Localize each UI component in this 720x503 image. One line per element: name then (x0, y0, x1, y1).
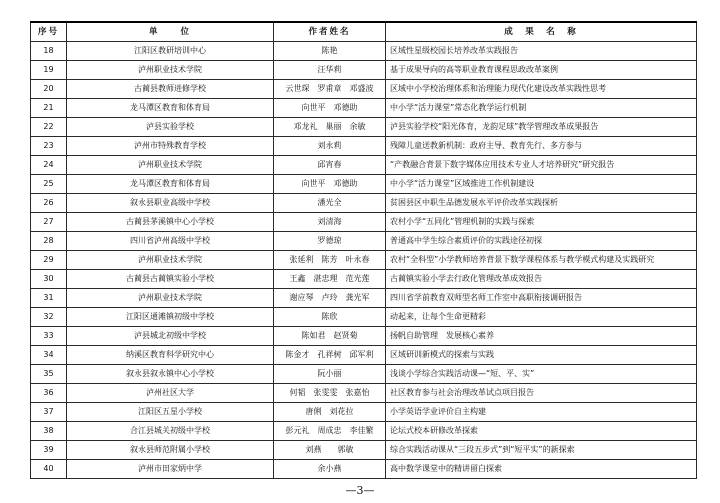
table-row (31, 61, 697, 80)
row-num-cell: 27 (31, 213, 67, 232)
row-unit-cell: 泸州职业技术学院 (67, 251, 274, 270)
row-unit-cell: 江阳区教研培训中心 (67, 42, 274, 61)
table-row (31, 118, 697, 137)
row-author-cell: 向世平 邓德助 (274, 175, 386, 194)
row-title-cell: 区域性星级校园长培养改革实践报告 (386, 42, 697, 61)
table-row (31, 289, 697, 308)
row-title-cell: 社区教育参与社会治理改革试点项目报告 (386, 384, 697, 403)
row-author-cell: 余小燕 (274, 460, 386, 479)
row-unit-cell: 古蔺县茅溪镇中心小学校 (67, 213, 274, 232)
row-title-cell: 动起来，让每个生命更精彩 (386, 308, 697, 327)
row-title-cell: 农村“全科型”小学教师培养背景下数学课程体系与教学模式构建及实践研究 (386, 251, 697, 270)
row-title-cell: 残障儿童送教新机制：政府主导、教育先行、多方参与 (386, 137, 697, 156)
row-unit-cell: 泸州职业技术学院 (67, 289, 274, 308)
row-unit-cell: 叙永县职业高级中学校 (67, 194, 274, 213)
row-num-cell: 35 (31, 365, 67, 384)
row-unit-cell: 纳溪区教育科学研究中心 (67, 346, 274, 365)
row-title-cell: 泸县实验学校“阳光体育，龙韵足球”教学管理改革成果报告 (386, 118, 697, 137)
row-num-cell: 34 (31, 346, 67, 365)
row-num-cell: 36 (31, 384, 67, 403)
row-num-cell: 30 (31, 270, 67, 289)
row-unit-cell: 古蔺县教师进修学校 (67, 80, 274, 99)
row-num-cell: 31 (31, 289, 67, 308)
table-row (31, 175, 697, 194)
row-author-cell: 汪华莉 (274, 61, 386, 80)
table-row (31, 156, 697, 175)
table-row (31, 365, 697, 384)
row-title-cell: 贫困县区中职生品德发展水平评价改革实践探析 (386, 194, 697, 213)
row-unit-cell: 泸州职业技术学院 (67, 61, 274, 80)
row-author-cell: 邱宵春 (274, 156, 386, 175)
row-title-cell: 普通高中学生综合素质评价的实践途径初探 (386, 232, 697, 251)
row-author-cell: 谢应琴 卢玲 龚光军 (274, 289, 386, 308)
table-row (31, 441, 697, 460)
table-row (31, 194, 697, 213)
table-row (31, 232, 697, 251)
row-title-cell: 小学英语学业评价自主构建 (386, 403, 697, 422)
header-num: 序号 (31, 22, 67, 42)
row-title-cell: 浅谈小学综合实践活动课—“短、平、实” (386, 365, 697, 384)
header-title: 成 果 名 称 (386, 22, 697, 42)
row-unit-cell: 泸县实验学校 (67, 118, 274, 137)
row-num-cell: 24 (31, 156, 67, 175)
row-author-cell: 罗德琼 (274, 232, 386, 251)
row-num-cell: 26 (31, 194, 67, 213)
row-title-cell: 论坛式校本研修改革探索 (386, 422, 697, 441)
row-author-cell: 刘永莉 (274, 137, 386, 156)
row-num-cell: 20 (31, 80, 67, 99)
row-unit-cell: 泸县城北初级中学校 (67, 327, 274, 346)
table-row (31, 213, 697, 232)
row-author-cell: 陈欣 (274, 308, 386, 327)
row-unit-cell: 古蔺县古蔺镇实验小学校 (67, 270, 274, 289)
table-row (31, 99, 697, 118)
row-unit-cell: 泸州市田家炳中学 (67, 460, 274, 479)
row-author-cell: 陈艳 (274, 42, 386, 61)
table-row (31, 308, 697, 327)
row-author-cell: 何韬 张雯雯 张嘉怡 (274, 384, 386, 403)
row-title-cell: 四川省学前教育双师型名师工作室中高职衔接调研报告 (386, 289, 697, 308)
row-num-cell: 40 (31, 460, 67, 479)
row-author-cell: 向世平 邓德助 (274, 99, 386, 118)
row-unit-cell: 江阳区五星小学校 (67, 403, 274, 422)
row-num-cell: 38 (31, 422, 67, 441)
row-title-cell: 中小学“活力课堂”区域推进工作机制建设 (386, 175, 697, 194)
row-title-cell: 中小学“活力课堂”常态化教学运行机制 (386, 99, 697, 118)
table-row (31, 251, 697, 270)
row-author-cell: 刘清海 (274, 213, 386, 232)
row-num-cell: 21 (31, 99, 67, 118)
row-author-cell: 邓龙礼 巢丽 余敏 (274, 118, 386, 137)
row-unit-cell: 泸州市特殊教育学校 (67, 137, 274, 156)
row-unit-cell: 合江县城关初级中学校 (67, 422, 274, 441)
row-author-cell: 潘光全 (274, 194, 386, 213)
row-num-cell: 32 (31, 308, 67, 327)
row-num-cell: 23 (31, 137, 67, 156)
header-author: 作者姓名 (274, 22, 386, 42)
results-table (30, 21, 697, 479)
row-author-cell: 彭元礼 周成忠 李佳繁 (274, 422, 386, 441)
row-num-cell: 33 (31, 327, 67, 346)
table-row (31, 42, 697, 61)
row-unit-cell: 龙马潭区教育和体育局 (67, 99, 274, 118)
row-num-cell: 37 (31, 403, 67, 422)
table-row (31, 346, 697, 365)
row-unit-cell: 泸州社区大学 (67, 384, 274, 403)
row-title-cell: 区域研训新模式的探索与实践 (386, 346, 697, 365)
row-title-cell: 扬帆自助管理 发展核心素养 (386, 327, 697, 346)
table-row (31, 460, 697, 479)
table-body (31, 42, 697, 479)
row-num-cell: 22 (31, 118, 67, 137)
row-title-cell: 高中数学课堂中的精讲留白探索 (386, 460, 697, 479)
row-title-cell: 综合实践活动课从“三段五步式”到“短平实”的新探索 (386, 441, 697, 460)
row-author-cell: 唐俐 刘花拉 (274, 403, 386, 422)
row-unit-cell: 江阳区通滩镇初级中学校 (67, 308, 274, 327)
row-title-cell: “产教融合背景下数字媒体应用技术专业人才培养研究”研究报告 (386, 156, 697, 175)
row-author-cell: 刘燕 郭敏 (274, 441, 386, 460)
row-title-cell: 区域中小学校治理体系和治理能力现代化建设改革实践性思考 (386, 80, 697, 99)
row-num-cell: 39 (31, 441, 67, 460)
row-author-cell: 云世琛 罗甫章 邓盛波 (274, 80, 386, 99)
row-author-cell: 陈金才 孔祥树 邱军利 (274, 346, 386, 365)
page-number: —3— (345, 484, 375, 497)
table-row (31, 270, 697, 289)
row-title-cell: 古蔺镇实验小学去行政化管理改革成效报告 (386, 270, 697, 289)
row-unit-cell: 四川省泸州高级中学校 (67, 232, 274, 251)
row-unit-cell: 叙永县叙永镇中心小学校 (67, 365, 274, 384)
row-num-cell: 18 (31, 42, 67, 61)
table-row (31, 384, 697, 403)
row-author-cell: 陈如君 赵贤菊 (274, 327, 386, 346)
row-unit-cell: 龙马潭区教育和体育局 (67, 175, 274, 194)
row-title-cell: 基于成果导向的高等职业教育课程思政改革案例 (386, 61, 697, 80)
row-num-cell: 19 (31, 61, 67, 80)
row-num-cell: 28 (31, 232, 67, 251)
table-row (31, 137, 697, 156)
row-author-cell: 阮小丽 (274, 365, 386, 384)
table-row (31, 403, 697, 422)
row-author-cell: 张延利 陈芳 叶永春 (274, 251, 386, 270)
row-num-cell: 25 (31, 175, 67, 194)
table-header-row (31, 22, 697, 42)
row-author-cell: 王鑫 湛忠理 范光莲 (274, 270, 386, 289)
table-row (31, 422, 697, 441)
row-num-cell: 29 (31, 251, 67, 270)
row-title-cell: 农村小学“五同化”管理机制的实践与探索 (386, 213, 697, 232)
row-unit-cell: 叙永县师范附属小学校 (67, 441, 274, 460)
table-row (31, 327, 697, 346)
table-row (31, 80, 697, 99)
row-unit-cell: 泸州职业技术学院 (67, 156, 274, 175)
header-unit: 单 位 (67, 22, 274, 42)
